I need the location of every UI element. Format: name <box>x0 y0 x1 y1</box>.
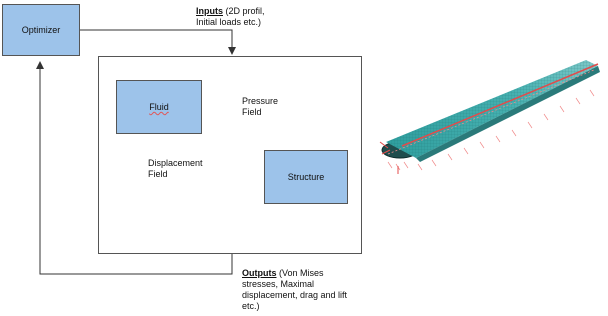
pressure-line-2: Field <box>242 107 262 117</box>
inputs-title: Inputs <box>196 6 223 16</box>
outputs-desc-1: (Von Mises <box>276 268 324 278</box>
wing-mesh-image <box>358 50 608 180</box>
outputs-desc-3: displacement, drag and lift <box>242 290 348 300</box>
outputs-desc-2: stresses, Maximal <box>242 279 315 289</box>
outputs-label <box>242 268 372 312</box>
structure-label: Structure <box>287 172 325 182</box>
inputs-desc-2: Initial loads etc.) <box>196 17 262 27</box>
optimizer-label: Optimizer <box>21 25 61 35</box>
displacement-line-1: Displacement <box>148 158 203 168</box>
optimizer-node <box>2 4 80 56</box>
pressure-field-label <box>242 96 278 118</box>
fluid-node <box>116 80 202 134</box>
wing-mesh-edge <box>402 64 598 146</box>
outputs-desc-4: etc.) <box>242 301 260 311</box>
displacement-field-label <box>148 158 203 180</box>
structure-node <box>264 150 348 204</box>
inputs-desc-1: (2D profil, <box>223 6 265 16</box>
inputs-arrow <box>80 30 232 54</box>
inputs-label <box>196 6 336 28</box>
outputs-title: Outputs <box>242 268 277 278</box>
wing-underside <box>416 66 600 162</box>
displacement-line-2: Field <box>148 169 168 179</box>
pressure-line-1: Pressure <box>242 96 279 106</box>
fluid-label: Fluid <box>149 102 169 112</box>
